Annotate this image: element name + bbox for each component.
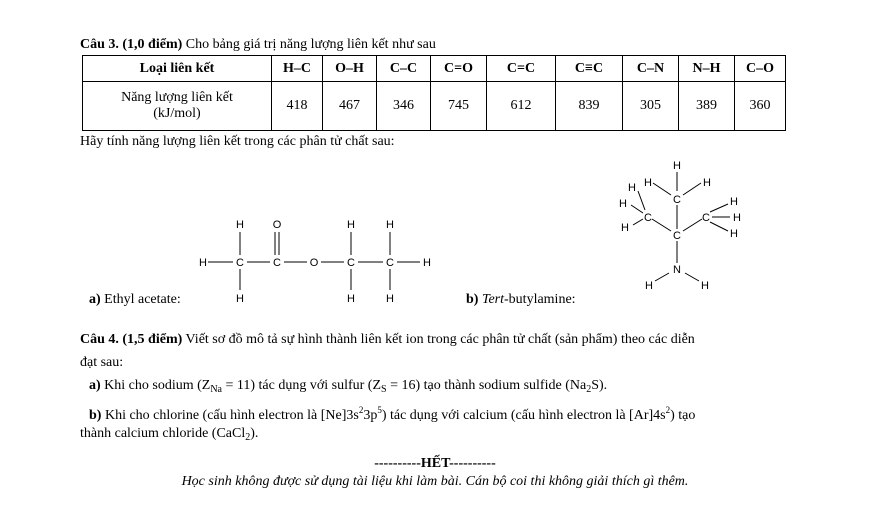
header-cell: O–H bbox=[323, 56, 377, 82]
q4-text-2: đạt sau: bbox=[80, 355, 124, 370]
atom-label: N bbox=[673, 264, 681, 276]
atom-label: H bbox=[730, 228, 738, 240]
atom-label: O bbox=[309, 257, 319, 269]
atom-label: H bbox=[199, 257, 207, 269]
q3-heading bbox=[80, 36, 436, 54]
q4-a-text: Khi cho sodium (Z bbox=[100, 378, 211, 393]
q4-part-b-line2 bbox=[80, 425, 258, 447]
header-cell: C≡C bbox=[556, 56, 623, 82]
atom-label: C bbox=[702, 212, 710, 224]
header-cell: C=C bbox=[487, 56, 556, 82]
atom-label: H bbox=[619, 198, 627, 210]
part-a-name: Ethyl acetate: bbox=[100, 292, 181, 307]
q4-part-b bbox=[89, 401, 695, 425]
value-cell: 346 bbox=[377, 82, 431, 131]
superscript: 2 bbox=[665, 405, 671, 415]
atom-label: H bbox=[386, 293, 394, 305]
header-cell: N–H bbox=[679, 56, 735, 82]
subscript: 2 bbox=[245, 432, 251, 443]
part-b-italic: Tert bbox=[481, 292, 505, 307]
value-cell: 418 bbox=[272, 82, 323, 131]
superscript: 2 bbox=[358, 405, 364, 415]
value-cell: 389 bbox=[679, 82, 735, 131]
exam-note: Học sinh không được sử dụng tài liệu khi làm bài. Cán bộ coi thi không giải thích gì thêm. bbox=[181, 474, 689, 489]
header-cell: C–N bbox=[623, 56, 679, 82]
q4-title: Câu 4. (1,5 điểm) bbox=[80, 332, 183, 347]
row-label-line2: (kJ/mol) bbox=[153, 106, 201, 121]
tert-butylamine-structure bbox=[605, 155, 755, 295]
atom-label: H bbox=[621, 222, 629, 234]
atom-label: H bbox=[673, 160, 681, 172]
atom-label: C bbox=[236, 257, 244, 269]
table-value-row bbox=[83, 82, 786, 131]
ethyl-acetate-structure bbox=[190, 210, 450, 310]
atom-label: O bbox=[272, 219, 282, 231]
q4-heading bbox=[80, 331, 695, 349]
bond-energy-table bbox=[82, 55, 786, 131]
value-cell: 305 bbox=[623, 82, 679, 131]
superscript: 5 bbox=[377, 405, 382, 415]
value-cell: 360 bbox=[735, 82, 786, 131]
part-b-label: b) bbox=[466, 292, 479, 307]
atom-label: H bbox=[645, 280, 653, 292]
subscript: 2 bbox=[586, 384, 592, 395]
q4-b-text: ). bbox=[250, 426, 259, 441]
q3-title: Câu 3. (1,0 điểm) bbox=[80, 37, 183, 52]
header-cell: C=O bbox=[431, 56, 487, 82]
q4-part-a bbox=[89, 377, 607, 399]
atom-label: H bbox=[703, 177, 711, 189]
header-cell: H–C bbox=[272, 56, 323, 82]
row-label-line1: Năng lượng liên kết bbox=[121, 90, 233, 105]
atom-label: C bbox=[644, 212, 652, 224]
value-cell: 467 bbox=[323, 82, 377, 131]
header-cell: Loại liên kết bbox=[83, 56, 272, 82]
atom-label: H bbox=[644, 177, 652, 189]
header-cell: C–C bbox=[377, 56, 431, 82]
atom-label: C bbox=[347, 257, 355, 269]
q3-instruction: Hãy tính năng lượng liên kết trong các phân tử chất sau: bbox=[80, 134, 395, 149]
row-label-cell bbox=[83, 82, 272, 131]
q4-b-text: ) tác dụng với calcium (cấu hình electron là [Ar]4s bbox=[381, 408, 666, 423]
atom-label: H bbox=[701, 280, 709, 292]
q4-b-text: 3p bbox=[363, 408, 378, 423]
atom-label: C bbox=[273, 257, 281, 269]
q4-text-1: Viết sơ đồ mô tả sự hình thành liên kết ion trong các phân tử chất (sản phẩm) theo các diễn bbox=[182, 332, 695, 347]
atom-label: H bbox=[628, 182, 636, 194]
q4-a-label: a) bbox=[89, 378, 101, 393]
q3-part-b bbox=[466, 291, 576, 309]
atom-label: H bbox=[730, 196, 738, 208]
q4-a-text: S). bbox=[591, 378, 608, 393]
value-cell: 745 bbox=[431, 82, 487, 131]
value-cell: 839 bbox=[556, 82, 623, 131]
q3-part-a bbox=[89, 291, 181, 309]
q4-b-text: Khi cho chlorine (cấu hình electron là [Ne]3s bbox=[101, 408, 359, 423]
part-b-name: -butylamine: bbox=[504, 292, 576, 307]
part-a-label: a) bbox=[89, 292, 101, 307]
atom-label: C bbox=[673, 230, 681, 242]
atom-label: H bbox=[423, 257, 431, 269]
atom-label: H bbox=[347, 219, 355, 231]
atom-label: H bbox=[236, 219, 244, 231]
q3-text: Cho bảng giá trị năng lượng liên kết như sau bbox=[182, 37, 436, 52]
q4-a-text: = 11) tác dụng với sulfur (Z bbox=[222, 378, 382, 393]
q4-b-text: thành calcium chloride (CaCl bbox=[80, 426, 246, 441]
end-marker: ----------HẾT---------- bbox=[374, 456, 496, 471]
atom-label: C bbox=[386, 257, 394, 269]
atom-label: H bbox=[733, 212, 741, 224]
atom-label: H bbox=[236, 293, 244, 305]
subscript: Na bbox=[210, 384, 222, 395]
header-cell: C–O bbox=[735, 56, 786, 82]
q4-b-label: b) bbox=[89, 408, 102, 423]
q4-b-text: ) tạo bbox=[670, 408, 696, 423]
atom-label: H bbox=[347, 293, 355, 305]
value-cell: 612 bbox=[487, 82, 556, 131]
table-header-row bbox=[83, 56, 786, 82]
subscript: S bbox=[381, 384, 387, 395]
q4-a-text: = 16) tạo thành sodium sulfide (Na bbox=[386, 378, 587, 393]
atom-label: H bbox=[386, 219, 394, 231]
atom-label: C bbox=[673, 194, 681, 206]
